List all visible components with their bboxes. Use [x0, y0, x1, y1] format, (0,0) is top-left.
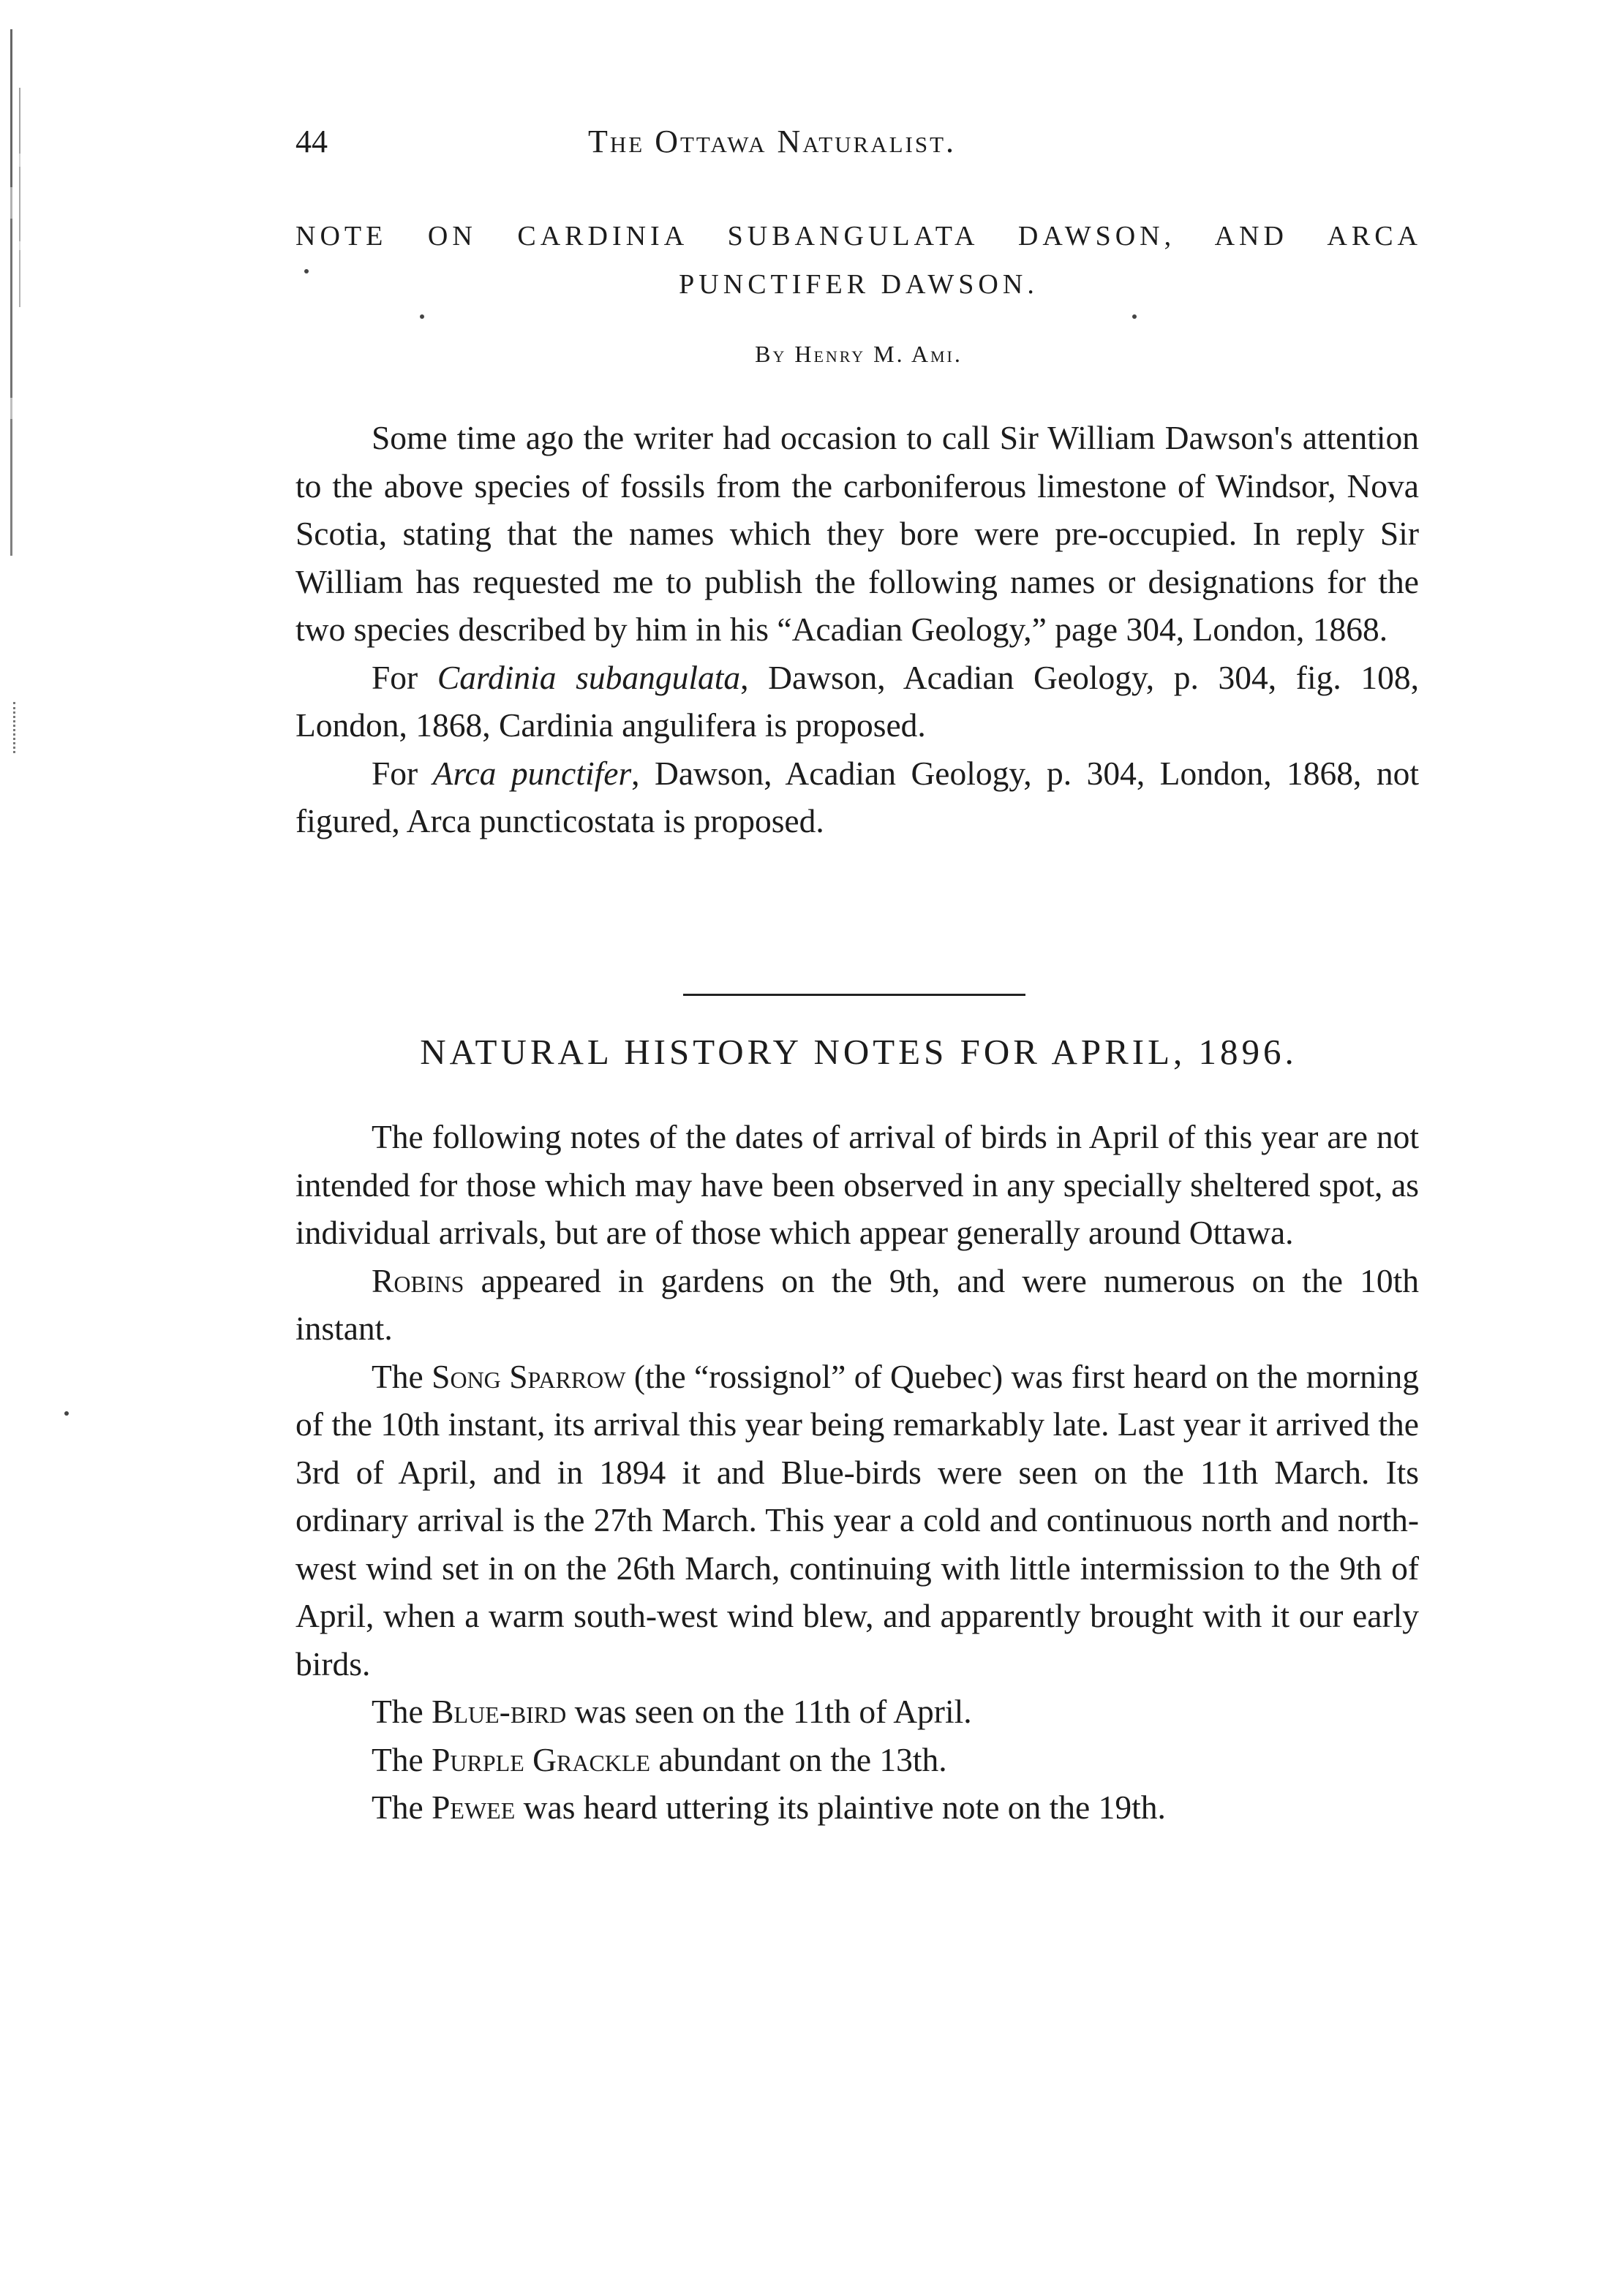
paragraph: The Song Sparrow (the “rossignol” of Quebec) was first heard on the morning of the 10th instant, its arrival this year being remarkably late. Last year it arrived the 3rd of April, and in 1894 it and Blue-birds were seen on the 11th March. Its ordinary arrival is the 27th March. This year a cold and continuous north and north-west wind set in on the 26th March, continuing with little intermission to the 9th of April, when a warm south-west wind blew, and apparently brought with it our early birds. — [295, 1357, 1419, 1683]
journal-title: The Ottawa Naturalist. — [588, 124, 957, 159]
species-name: Arca punctifer — [432, 754, 632, 792]
paragraph: The Blue-bird was seen on the 11th of April. — [372, 1693, 972, 1730]
stray-dot — [1132, 314, 1137, 319]
article-body — [295, 414, 1419, 845]
bird-name: Pewee — [432, 1789, 516, 1826]
article-byline: By Henry M. Ami. — [755, 341, 963, 367]
section-title: NATURAL HISTORY NOTES FOR APRIL, 1896. — [420, 1032, 1298, 1072]
species-name: Cardinia subangulata — [437, 658, 741, 696]
paragraph: Some time ago the writer had occasion to call Sir William Dawson's attention to the above species of fossils from the carboniferous limestone of Windsor, Nova Scotia, stating that the names which they bore were pre-occupied. In reply Sir William has requested me to publish the following names or designations for the two species described by him in his “Acadian Geology,” page 304, London, 1868. — [295, 419, 1419, 648]
bird-name: Purple Grackle — [432, 1740, 651, 1778]
binding-edge-dots — [13, 702, 18, 753]
paragraph: The Purple Grackle abundant on the 13th. — [372, 1740, 947, 1778]
paragraph: For Arca punctifer, Dawson, Acadian Geology, p. 304, London, 1868, not figured, Arca puncticostata is proposed. — [295, 754, 1419, 839]
stray-dot — [64, 1411, 69, 1416]
bird-name: Song Sparrow — [432, 1357, 626, 1395]
paragraph: The Pewee was heard uttering its plaintive note on the 19th. — [372, 1789, 1166, 1826]
bird-name: Blue-bird — [432, 1693, 567, 1730]
running-head — [295, 123, 1422, 167]
section-divider — [683, 994, 1025, 996]
binding-edge-mark — [10, 29, 12, 556]
binding-edge-mark — [19, 88, 20, 307]
article-title: NOTE ON CARDINIA SUBANGULATA DAWSON, AND ARCA PUNCTIFER DAWSON. — [295, 221, 1422, 300]
notes-body — [295, 1113, 1419, 1832]
page-number: 44 — [295, 124, 328, 159]
paragraph: Robins appeared in gardens on the 9th, and were numerous on the 10th instant. — [295, 1261, 1419, 1347]
stray-dot — [420, 314, 424, 319]
bird-name: Robins — [372, 1261, 464, 1299]
paragraph: For Cardinia subangulata, Dawson, Acadian Geology, p. 304, fig. 108, London, 1868, Cardinia angulifera is proposed. — [295, 658, 1419, 744]
paragraph: The following notes of the dates of arrival of birds in April of this year are not intended for those which may have been observed in any specially sheltered spot, as individual arrivals, but are of those which appear generally around Ottawa. — [295, 1118, 1419, 1251]
